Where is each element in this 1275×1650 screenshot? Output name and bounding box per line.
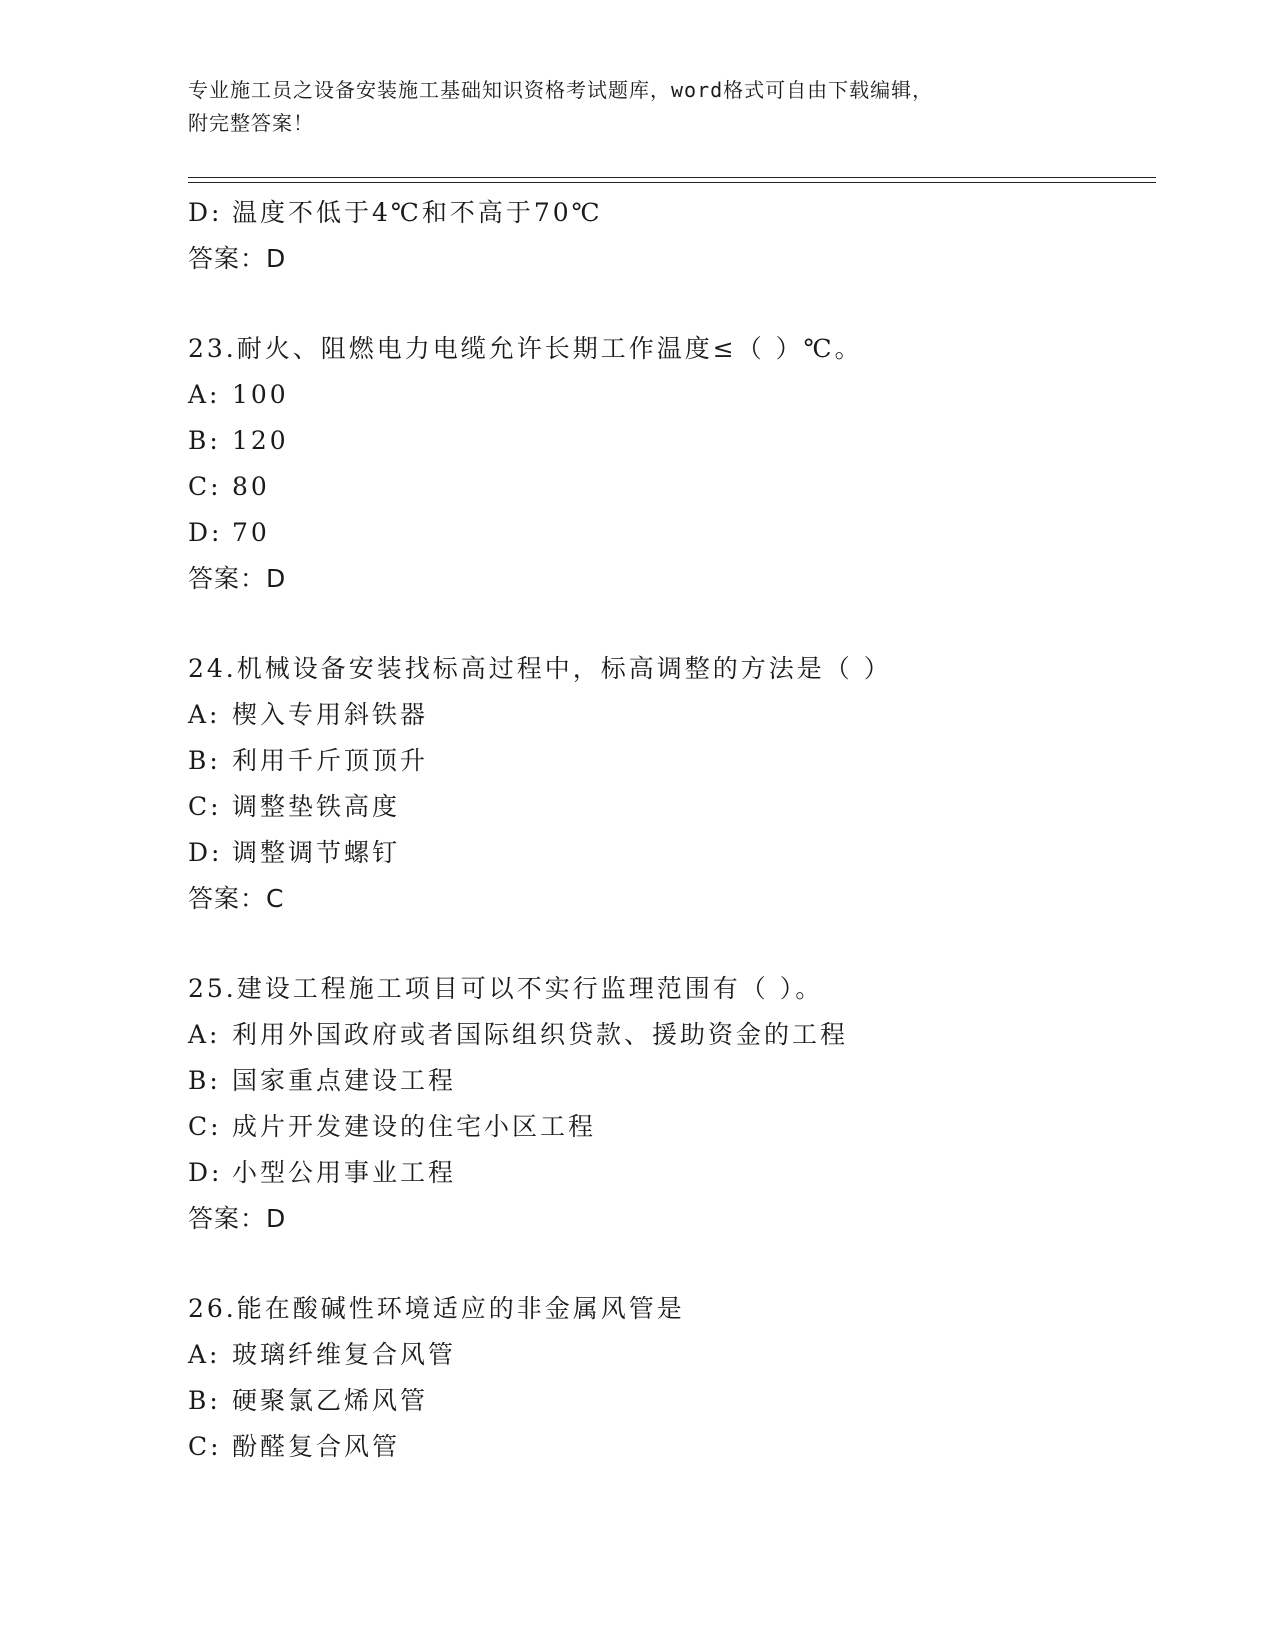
question-24 <box>188 646 1148 922</box>
option-text: 国家重点建设工程 <box>232 1066 457 1095</box>
option-prefix: C: <box>188 472 222 501</box>
option-a <box>188 372 1148 418</box>
option-prefix: C: <box>188 1112 222 1141</box>
option-prefix: A: <box>188 1340 221 1369</box>
option-text: 100 <box>232 380 289 409</box>
option-d <box>188 510 1148 556</box>
option-d <box>188 830 1148 876</box>
option-prefix: D: <box>188 838 223 867</box>
document-header <box>188 74 1088 140</box>
option-b <box>188 1058 1148 1104</box>
option-b <box>188 738 1148 784</box>
option-prefix: B: <box>188 1386 221 1415</box>
option-prefix: D: <box>188 518 223 547</box>
option-c <box>188 1424 1148 1470</box>
header-line-2: 附完整答案！ <box>188 111 314 135</box>
option-d <box>188 1150 1148 1196</box>
option-c <box>188 1104 1148 1150</box>
option-prefix: A: <box>188 380 221 409</box>
answer-line: 答案：C <box>188 884 285 913</box>
option-b <box>188 418 1148 464</box>
option-prefix: B: <box>188 1066 221 1095</box>
option-c <box>188 784 1148 830</box>
option-text: 利用外国政府或者国际组织贷款、援助资金的工程 <box>232 1020 849 1049</box>
option-a <box>188 1332 1148 1378</box>
question-stem: 24.机械设备安装找标高过程中，标高调整的方法是（ ） <box>188 654 892 683</box>
header-rule-bottom <box>188 182 1156 183</box>
option-a <box>188 692 1148 738</box>
option-text: 调整垫铁高度 <box>232 792 401 821</box>
answer-line: 答案：D <box>188 244 287 273</box>
question-23 <box>188 326 1148 602</box>
option-prefix: D: <box>188 198 223 227</box>
document-content <box>188 190 1148 1514</box>
option-prefix: D: <box>188 1158 223 1187</box>
option-c <box>188 464 1148 510</box>
option-text: 120 <box>232 426 289 455</box>
option-prefix: B: <box>188 426 221 455</box>
option-text: 玻璃纤维复合风管 <box>232 1340 457 1369</box>
option-b <box>188 1378 1148 1424</box>
option-text: 温度不低于4℃和不高于70℃ <box>232 198 603 227</box>
header-line-1: 专业施工员之设备安装施工基础知识资格考试题库，word格式可自由下载编辑， <box>188 78 934 102</box>
option-prefix: A: <box>188 1020 221 1049</box>
option-text: 70 <box>232 518 270 547</box>
question-stem: 26.能在酸碱性环境适应的非金属风管是 <box>188 1294 685 1323</box>
question-fragment <box>188 190 1148 282</box>
option-prefix: C: <box>188 1432 222 1461</box>
option-text: 调整调节螺钉 <box>232 838 401 867</box>
option-prefix: B: <box>188 746 221 775</box>
question-stem: 23.耐火、阻燃电力电缆允许长期工作温度≤（ ）℃。 <box>188 334 863 363</box>
question-26 <box>188 1286 1148 1470</box>
option-prefix: C: <box>188 792 222 821</box>
option-prefix: A: <box>188 700 221 729</box>
header-rule-top <box>188 177 1156 178</box>
answer-line: 答案：D <box>188 1204 287 1233</box>
option-text: 利用千斤顶顶升 <box>232 746 429 775</box>
option-text: 楔入专用斜铁器 <box>232 700 429 729</box>
option-text: 小型公用事业工程 <box>232 1158 457 1187</box>
question-stem: 25.建设工程施工项目可以不实行监理范围有（ ）。 <box>188 974 824 1003</box>
option-text: 硬聚氯乙烯风管 <box>232 1386 429 1415</box>
question-25 <box>188 966 1148 1242</box>
option-text: 80 <box>232 472 270 501</box>
option-d <box>188 190 1148 236</box>
option-a <box>188 1012 1148 1058</box>
option-text: 成片开发建设的住宅小区工程 <box>232 1112 597 1141</box>
option-text: 酚醛复合风管 <box>232 1432 401 1461</box>
answer-line: 答案：D <box>188 564 287 593</box>
